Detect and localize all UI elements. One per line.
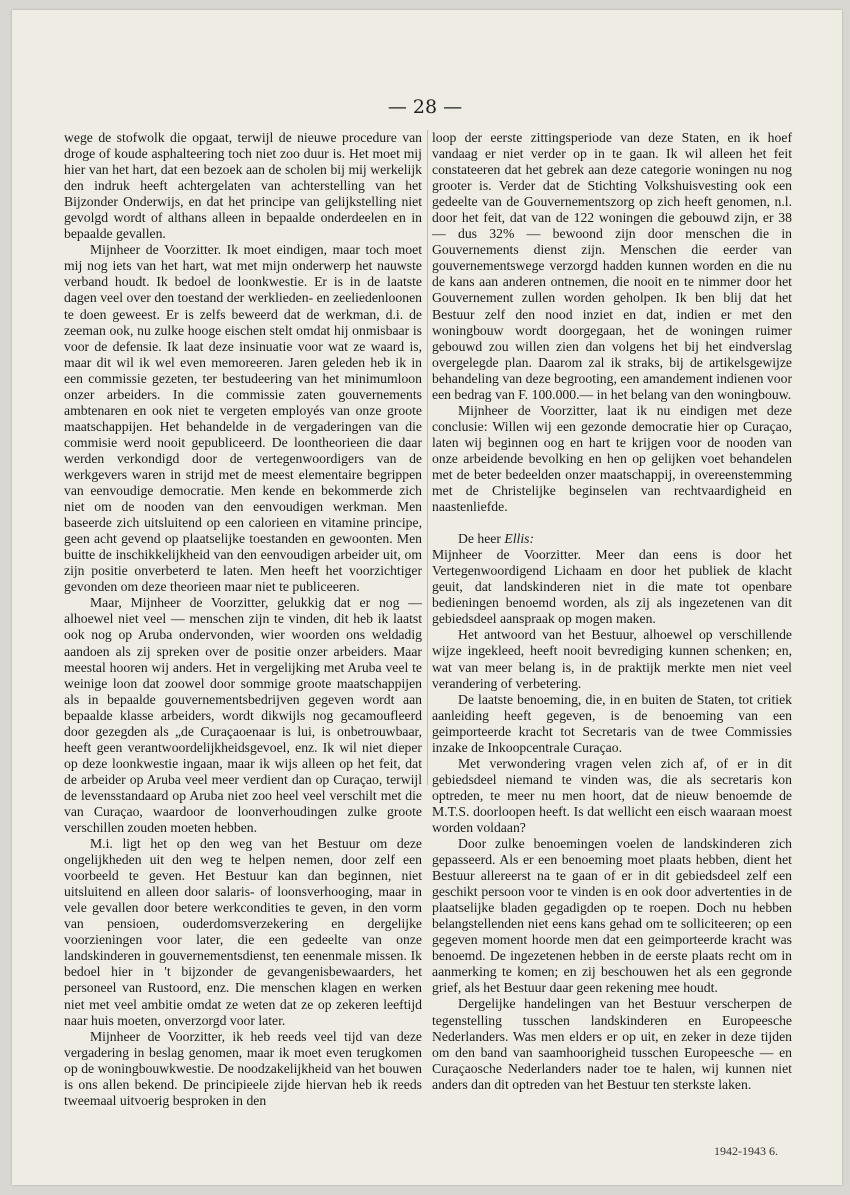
- paragraph: Het antwoord van het Bestuur, alhoewel op verschillende wijze ingekleed, heeft nooit bevrediging kunnen schenken; en, wat van meer belang is, in de praktijk merkte men niet veel verandering of verbetering.: [432, 627, 792, 691]
- column-divider: [427, 130, 428, 785]
- paragraph: Mijnheer de Voorzitter, laat ik nu eindigen met deze conclusie: Willen wij een gezonde democratie hier op Curaçao, laten wij beginnen oog en hart te krijgen voor de nooden van onze arbeidende bevolking en hen op gelijken voet behandelen met de beter bedeelden onzer maatschappij, in overeenstemming met de Christelijke beginselen van rechtvaardigheid en naastenliefde.: [432, 402, 792, 515]
- speaker-name: Ellis:: [504, 531, 535, 547]
- paragraph: M.i. ligt het op den weg van het Bestuur om deze ongelijkheden uit den weg te helpen nemen, door zelf een voorbeeld te geven. Het Bestuur kan dan beginnen, niet uitsluitend en alleen door salaris- of loonsverhooging, maar in vele gevallen door betere werkcondities te geven, in den vorm van pensioen, ouderdomsverzekering en dergelijke voorzieningen voor later, die een gedeelte van onze landskinderen in gouvernementsdienst, ten eenenmale missen. Ik bedoel hier in 't bijzonder de gevangenisbewaarders, het personeel van Rustoord, enz. Die menschen klagen en werken niet met veel ambitie omdat ze weten dat ze op zekeren leeftijd naar huis moeten, onverzorgd voor later.: [64, 836, 422, 1028]
- footer-mark: 1942-1943 6.: [714, 1144, 778, 1158]
- left-column: [64, 130, 422, 1109]
- paragraph: De laatste benoeming, die, in en buiten de Staten, tot critiek aanleiding heeft gegeven, is de benoeming van een geimporteerde kracht tot Secretaris van de twee Commissies inzake de Inkoopcentrale Curaçao.: [432, 691, 792, 755]
- paragraph: Mijnheer de Voorzitter, ik heb reeds veel tijd van deze vergadering in beslag genomen, maar ik moet even terugkomen op de woningbouwkwestie. De noodzakelijkheid van het bouwen is ons allen bekend. De principieele zijde hiervan heb ik reeds tweemaal uitvoerig besproken in den: [64, 1028, 422, 1108]
- right-column: [432, 130, 792, 1093]
- paragraph: Mijnheer de Voorzitter. Meer dan eens is door het Vertegenwoordigend Lichaam en door het publiek de klacht geuit, dat landskinderen niet in die mate tot openbare bedieningen benoemd worden, als zij als ingezetenen van dit gebiedsdeel aanspraak op mogen maken.: [432, 547, 792, 627]
- paragraph: Mijnheer de Voorzitter. Ik moet eindigen, maar toch moet mij nog iets van het hart, wat met mijn onderwerp het nauwste verband houdt. Ik bedoel de loonkwestie. Er is in de laatste dagen veel over den toestand der werklieden- en zeeliedenloonen te doen geweest. Er is zelfs beweerd dat de werkman, d.i. de zeeman ook, nu zulke hooge eischen stelt omdat hij onmisbaar is voor de defensie. Ik laat deze insinuatie voor wat ze waard is, maar dit wil ik wel even memoreeren. Jaren geleden heb ik in een commissie gezeten, ter bestudeering van het minimumloon onzer arbeiders. In die commissie zaten gouvernements ambtenaren en ook niet te vergeten employés van onze groote maatschappijen. Het behandelde in de vergaderingen van die commisie werd nooit gepubliceerd. De loontheorieen die daar werden verkondigd door de vertegenwoordigers van de werkgevers waren in strijd met de meest elementaire begrippen van eenvoudige democratie. Men kende en bekommerde zich niet om de nooden van den eenvoudigen werkman. Men baseerde zich uitsluitend op een calorieen en vitamine principe, geen acht gevend op plaatselijke toestanden en gewoonten. Men buitte de inschikkelijkheid van den eenvoudigen arbeider uit, om zijn positie onverbeterd te laten. Men heeft het voorzichtiger gevonden om deze theorieen maar niet te publiceeren.: [64, 242, 422, 595]
- paragraph: wege de stofwolk die opgaat, terwijl de nieuwe procedure van droge of koude asphalteering toch niet zoo duur is. Het moet mij hier van het hart, dat een bezoek aan de scholen bij mij werkelijk den indruk heeft achtergelaten van achterstelling van het Bijzonder Onderwijs, en dat het principe van gelijkstelling niet gevolgd wordt of althans alleen in bepaalde onderdeelen en in bepaalde gevallen.: [64, 130, 422, 242]
- paragraph: Dergelijke handelingen van het Bestuur verscherpen de tegenstelling tusschen landskinderen en Europeesche Nederlanders. Was men elders er op uit, en zeker in deze tijden om den band van saamhoorigheid tusschen Europeesche — en Curaçaosche Nederlanders nader toe te halen, wij kunnen niet anders dan dit optreden van het Bestuur ten sterkste laken.: [432, 996, 792, 1092]
- speaker-heading: [432, 531, 792, 547]
- paragraph: Door zulke benoemingen voelen de landskinderen zich gepasseerd. Als er een benoeming moet plaats hebben, dient het Bestuur allereerst na te gaan of er in dit gebiedsdeel zelf een geschikt persoon voor te vinden is en ook door advertenties in de plaatselijke bladen gegadigden op te roepen. Doch nu hebben belangstellenden niet eens kans gehad om te solliciteeren; op een gegeven moment hoorde men dat een geimporteerde kracht was benoemd. De ingezetenen hebben in de eerste plaats recht om in aanmerking te komen; en zij beschouwen het als een gegronde grief, als het Bestuur daar geen rekening mee houdt.: [432, 836, 792, 996]
- paragraph: Maar, Mijnheer de Voorzitter, gelukkig dat er nog — alhoewel niet veel — menschen zijn te vinden, dit heb ik laatst ook nog op Aruba ondervonden, wier woorden ons weldadig aandoen als zij spreken over de positie onzer arbeiders. Maar meestal hooren wij anders. Het in vergelijking met Aruba veel te weinige loon dat zoowel door sommige groote maatschappijen als in bepaalde gouvernementsbedrijven gegeven wordt aan bepaalde klasse arbeiders, wordt dikwijls nog gecamoufleerd door gezegden als „de Curaçaoenaar is lui, is onbetrouwbaar, heeft geen verantwoordelijkheidsgevoel, enz. Ik wil niet dieper op deze loonkwestie ingaan, maar ik wijs alleen op het feit, dat de arbeider op Aruba veel meer verdient dan op Curaçao, terwijl de levensstandaard op Aruba niet zoo heel veel verschilt met die van Curaçao, waardoor de loonverhoudingen zulke groote verschillen zouden moeten hebben.: [64, 595, 422, 836]
- speaker-prefix: De heer: [458, 531, 505, 547]
- paragraph: loop der eerste zittingsperiode van deze Staten, en ik hoef vandaag er niet verder op in te gaan. Ik wil alleen het feit constateeren dat het gebrek aan deze categorie woningen nu nog grooter is. Verder dat de Stichting Volkshuisvesting ook een gedeelte van de Gouvernementszorg op zich heeft genomen, n.l. door het feit, dat van de 122 woningen die gebouwd zijn, er 38 — dus 32% — bewoond zijn door menschen die in Gouvernements dienst zijn. Menschen die eerder van gouvernementswege verzorgd hadden kunnen worden en die nu de kans aan anderen ontnemen, die nooit en te nimmer door het Gouvernement zullen worden geholpen. Ik ben blij dat het Bestuur zelf den nood inziet en dat, indien er met den woningbouw wordt doorgegaan, het de woningen ruimer gebouwd zou willen zien dan volgens het bij het eindverslag overgelegde plan. Daarom zal ik straks, bij de artikelsgewijze behandeling van deze begrooting, een amandement indienen voor een bedrag van F. 100.000.— in het belang van den woningbouw.: [432, 130, 792, 402]
- page-number: — 28 —: [387, 96, 463, 118]
- paragraph: Met verwondering vragen velen zich af, of er in dit gebiedsdeel niemand te vinden was, die als secretaris kon optreden, te meer nu men hoort, dat de nieuw benoemde de M.T.S. doorloopen heeft. Is dat wellicht een eisch waaraan moest worden voldaan?: [432, 755, 792, 835]
